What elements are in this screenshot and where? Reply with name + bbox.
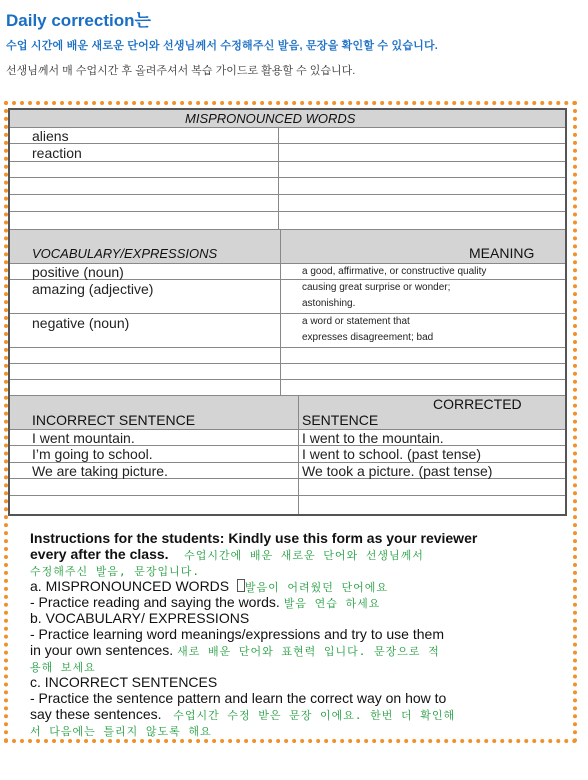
- korean-note: 서 다음에는 틀리지 않도록 해요: [30, 725, 212, 738]
- vocabulary-heading: VOCABULARY/EXPRESSIONS: [32, 246, 218, 261]
- sentences-header-band: [10, 396, 565, 430]
- corrected-sentence: I went to school. (past tense): [302, 446, 481, 462]
- instructions-line: [30, 722, 570, 738]
- korean-note: 용해 보세요: [30, 661, 96, 674]
- table-row: [10, 348, 565, 364]
- corrected-heading-top: CORRECTED: [433, 396, 522, 412]
- instructions-line: Instructions for the students: Kindly use this form as your reviewer: [30, 530, 478, 546]
- instructions-text: in your own sentences.: [30, 642, 174, 658]
- table-row: [10, 144, 565, 162]
- korean-note: 발음이 어려웠던 단어에요: [244, 581, 389, 594]
- correction-form: [8, 108, 567, 516]
- instructions-text: - Practice reading and saying the words.: [30, 594, 280, 610]
- page-title: Daily correction는: [6, 11, 151, 30]
- vocabulary-word: negative (noun): [32, 315, 130, 331]
- vocabulary-meaning: causing great surprise or wonder;: [302, 282, 451, 293]
- instructions-line: [30, 706, 570, 722]
- table-row: [10, 463, 565, 479]
- table-row: [10, 162, 565, 178]
- table-row: [10, 195, 565, 212]
- missing-glyph-icon: [237, 579, 245, 592]
- mispronounced-word: reaction: [32, 145, 82, 161]
- mispronounced-heading: MISPRONOUNCED WORDS: [185, 111, 356, 126]
- description-line-2: 선생님께서 매 수업시간 후 올려주셔서 복습 가이드로 활용할 수 있습니다.: [6, 65, 356, 77]
- corrected-sentence: I went to the mountain.: [302, 430, 444, 446]
- instructions-line: [30, 642, 570, 658]
- vocabulary-meaning: a good, affirmative, or constructive quality: [302, 266, 487, 277]
- vocabulary-header-band: [10, 230, 565, 264]
- instructions-block: [30, 530, 570, 738]
- meaning-heading: MEANING: [469, 245, 535, 261]
- instructions-text: say these sentences.: [30, 706, 162, 722]
- korean-note: 수업시간 수정 받은 문장 이에요. 한번 더 확인해: [173, 709, 456, 722]
- corrected-heading: SENTENCE: [302, 412, 379, 428]
- instructions-line: - Practice the sentence pattern and learn the correct way on how to: [30, 690, 447, 706]
- vocabulary-meaning: astonishing.: [302, 298, 356, 309]
- section-a-title: a. MISPRONOUNCED WORDS: [30, 578, 230, 594]
- korean-note: 발음 연습 하세요: [283, 597, 381, 610]
- vocabulary-meaning: a word or statement that: [302, 316, 410, 327]
- table-row: [10, 178, 565, 195]
- incorrect-sentence: I’m going to school.: [32, 446, 153, 462]
- table-row: [10, 380, 565, 396]
- vocabulary-meaning: expresses disagreement; bad: [302, 332, 434, 343]
- korean-note: 수업시간에 배운 새로운 단어와 선생님께서: [184, 549, 424, 562]
- table-row: [10, 479, 565, 496]
- table-row: [10, 264, 565, 280]
- incorrect-sentence: I went mountain.: [32, 430, 135, 446]
- section-b-title: b. VOCABULARY/ EXPRESSIONS: [30, 610, 250, 626]
- instructions-line: [30, 658, 570, 674]
- instructions-text: every after the class.: [30, 546, 169, 562]
- column-divider: [298, 396, 299, 514]
- table-row: [10, 364, 565, 380]
- section-a-title-line: [30, 578, 570, 594]
- mispronounced-header-band: [10, 110, 565, 128]
- mispronounced-word: aliens: [32, 128, 69, 144]
- table-row: [10, 212, 565, 230]
- incorrect-sentence: We are taking picture.: [32, 463, 168, 479]
- corrected-sentence: We took a picture. (past tense): [302, 463, 493, 479]
- table-row: [10, 446, 565, 463]
- table-row: [10, 314, 565, 348]
- incorrect-sentence-heading: INCORRECT SENTENCE: [32, 412, 196, 428]
- instructions-line: - Practice learning word meanings/expressions and try to use them: [30, 626, 444, 642]
- vocabulary-word: positive (noun): [32, 264, 124, 280]
- column-divider: [280, 230, 281, 396]
- table-row: [10, 280, 565, 314]
- table-row: [10, 430, 565, 446]
- korean-note: 수정해주신 발음, 문장입니다.: [30, 565, 201, 578]
- vocabulary-word: amazing (adjective): [32, 281, 154, 297]
- section-c-title: c. INCORRECT SENTENCES: [30, 674, 218, 690]
- table-row: [10, 496, 565, 514]
- instructions-line: [30, 546, 570, 562]
- korean-note: 새로 배운 단어와 표현력 입니다. 문장으로 적: [177, 645, 440, 658]
- instructions-line: [30, 562, 570, 578]
- column-divider: [278, 128, 279, 230]
- instructions-line: [30, 594, 570, 610]
- table-row: [10, 128, 565, 144]
- description-line-1: 수업 시간에 배운 새로운 단어와 선생님께서 수정해주신 발음, 문장을 확인할 수 있습니다.: [6, 40, 439, 52]
